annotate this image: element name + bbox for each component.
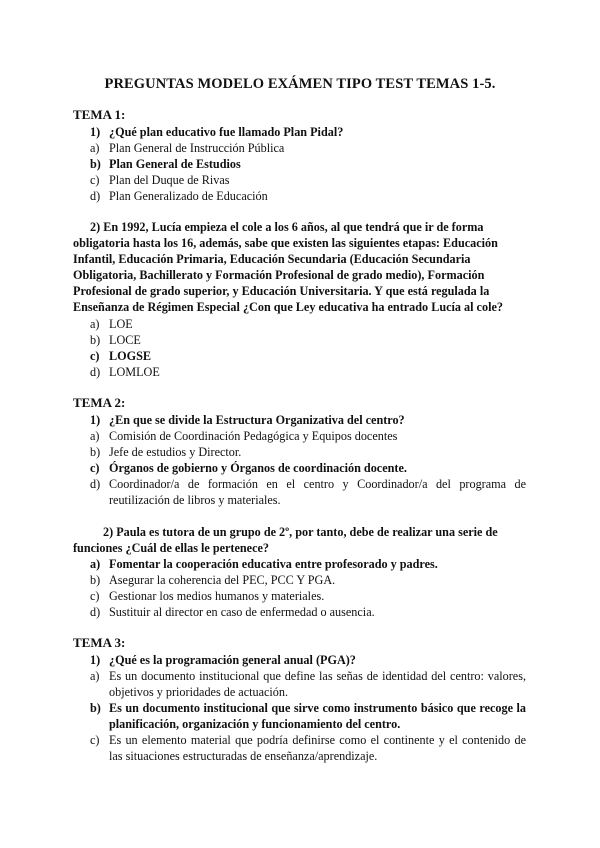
option-letter: b): [90, 701, 101, 715]
question-line: Enseñanza de Régimen Especial ¿Con que Ley educativa ha entrado Lucía al cole?: [73, 300, 503, 314]
option-text: Gestionar los medios humanos y materiales.: [109, 589, 325, 603]
option-letter: b): [90, 445, 101, 459]
tema2-q1-option-c-correct: [90, 460, 407, 476]
tema1-question-1: [90, 124, 343, 140]
option-text: Plan Generalizado de Educación: [109, 189, 268, 203]
question-number: 1): [90, 653, 101, 667]
option-text: Asegurar la coherencia del PEC, PCC Y PGA.: [109, 573, 336, 587]
tema2-q2-option-c: [90, 588, 324, 604]
question-line: Infantil, Educación Primaria, Educación Secundaria (Educación Secundaria: [73, 252, 471, 266]
tema2-q1-option-a: [90, 428, 397, 444]
tema2-q2-option-d: [90, 604, 375, 620]
tema2-heading: TEMA 2:: [73, 395, 126, 410]
tema1-q1-option-b-correct: [90, 156, 241, 172]
question-text: ¿En que se divide la Estructura Organizativa del centro?: [109, 413, 405, 427]
option-text: Sustituir al director en caso de enfermedad o ausencia.: [109, 605, 375, 619]
question-number: 1): [90, 413, 101, 427]
question-number: 1): [90, 125, 101, 139]
option-text: Es un elemento material que podría definirse como el continente y el contenido de las situaciones estructuradas de enseñanza/aprendizaje.: [109, 733, 526, 763]
tema3-question-1: [90, 652, 356, 668]
tema1-q2-option-a: [90, 316, 133, 332]
tema2-q1-option-b: [90, 444, 241, 460]
option-text: Plan General de Instrucción Pública: [109, 141, 285, 155]
option-letter: a): [90, 429, 100, 443]
question-line: Profesional de grado superior, y Educación Universitaria. Y que está regulada la: [73, 284, 490, 298]
tema1-q2-option-c-correct: [90, 348, 151, 364]
option-text: Fomentar la cooperación educativa entre profesorado y padres.: [109, 557, 438, 571]
option-letter: d): [90, 365, 101, 379]
tema3-q1-option-a: [90, 668, 526, 700]
option-letter: d): [90, 605, 101, 619]
option-letter: a): [90, 669, 100, 683]
option-text: Coordinador/a de formación en el centro y Coordinador/a del programa de reutilización de libros y materiales.: [109, 477, 526, 507]
tema2-question-1: [90, 412, 405, 428]
option-text: Es un documento institucional que sirve como instrumento básico que recoge la planificación, organización y funcionamiento del centro.: [109, 701, 526, 731]
tema2-question-2-line-2: funciones ¿Cuál de ellas le pertenece?: [73, 541, 269, 555]
option-letter: b): [90, 573, 101, 587]
option-text: LOE: [109, 317, 133, 331]
tema2-q2-option-a-correct: [90, 556, 438, 572]
option-letter: b): [90, 333, 101, 347]
option-letter: c): [90, 461, 100, 475]
tema1-q2-option-d: [90, 364, 160, 380]
option-letter: c): [90, 349, 100, 363]
option-letter: d): [90, 477, 101, 491]
option-text: LOMLOE: [109, 365, 160, 379]
question-line: 2) En 1992, Lucía empieza el cole a los 6 años, al que tendrá que ir de forma: [90, 220, 484, 234]
option-letter: c): [90, 733, 100, 747]
option-text: Es un documento institucional que define las señas de identidad del centro: valores, objetivos y prioridades de actuación.: [109, 669, 526, 699]
tema3-q1-option-b-correct: [90, 700, 526, 732]
tema1-heading: TEMA 1:: [73, 107, 126, 122]
tema1-q1-option-c: [90, 172, 230, 188]
tema3-q1-option-c: [90, 732, 526, 764]
tema1-q1-option-d: [90, 188, 268, 204]
option-text: LOGSE: [109, 349, 151, 363]
question-text: ¿Qué plan educativo fue llamado Plan Pidal?: [109, 125, 344, 139]
tema2-question-2-line-1: 2) Paula es tutora de un grupo de 2º, por tanto, debe de realizar una serie de: [103, 525, 498, 539]
tema2-q2-option-b: [90, 572, 335, 588]
tema1-q1-option-a: [90, 140, 284, 156]
option-letter: c): [90, 173, 100, 187]
option-letter: a): [90, 141, 100, 155]
option-letter: b): [90, 157, 101, 171]
question-line: Obligatoria, Bachillerato y Formación Profesional de grado medio), Formación: [73, 268, 485, 282]
page-title: PREGUNTAS MODELO EXÁMEN TIPO TEST TEMAS 1-5.: [104, 76, 496, 92]
question-line: obligatoria hasta los 16, además, sabe que existen las siguientes etapas: Educación: [73, 236, 498, 250]
option-letter: d): [90, 189, 101, 203]
option-text: Plan General de Estudios: [109, 157, 241, 171]
tema3-heading: TEMA 3:: [73, 635, 126, 650]
tema1-question-2: [73, 219, 525, 315]
option-letter: a): [90, 557, 101, 571]
option-text: LOCE: [109, 333, 141, 347]
option-text: Plan del Duque de Rivas: [109, 173, 230, 187]
option-text: Comisión de Coordinación Pedagógica y Equipos docentes: [109, 429, 398, 443]
option-letter: c): [90, 589, 100, 603]
option-text: Jefe de estudios y Director.: [109, 445, 242, 459]
option-letter: a): [90, 317, 100, 331]
question-text: ¿Qué es la programación general anual (PGA)?: [109, 653, 356, 667]
tema2-q1-option-d: [90, 476, 526, 508]
tema1-q2-option-b: [90, 332, 141, 348]
option-text: Órganos de gobierno y Órganos de coordinación docente.: [109, 461, 407, 475]
